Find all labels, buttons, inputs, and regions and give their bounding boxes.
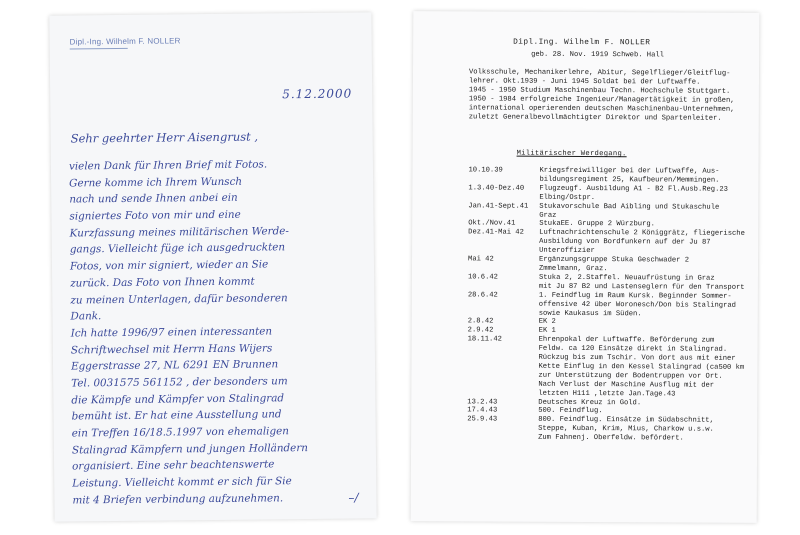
timeline-line: Ergänzungsgruppe Stuka Geschwader 2	[539, 255, 690, 265]
signature-mark: –/	[348, 490, 359, 505]
timeline-line: Graz	[539, 211, 557, 220]
timeline-date: Jan.41-Sept.41	[468, 202, 529, 211]
timeline-description	[538, 407, 602, 416]
timeline-line: offensive 42 über Woronesch/Don bis Stalingrad	[538, 300, 736, 310]
letter-line: Schriftwechsel mit Herrn Hans Wijers	[70, 341, 273, 357]
bio-line: lehrer. Okt.1939 - Juni 1945 Soldat bei der Luftwaffe.	[468, 77, 701, 87]
letter-line: zu meinen Unterlagen, dafür besonderen	[70, 291, 288, 306]
timeline-description	[539, 291, 736, 319]
letter-date: 5.12.2000	[282, 86, 353, 102]
timeline-description	[539, 318, 556, 327]
timeline-line: StukaEE. Gruppe 2 Würzburg.	[539, 220, 655, 229]
timeline-entry	[467, 416, 744, 444]
timeline-line: Kriegsfreiwilliger bei der Luftwaffe, Aus-	[539, 166, 720, 176]
timeline-line: Unteroffizier	[539, 246, 595, 256]
letter-line: Stalingrad Kämpfern und jungen Holländern	[71, 441, 309, 457]
timeline-date: Mai 42	[468, 255, 494, 264]
typed-resume-page	[411, 11, 760, 523]
military-timeline	[467, 166, 745, 444]
timeline-line: Ausbildung von Bordfunkern auf der Ju 87	[539, 238, 711, 247]
timeline-date: 2.8.42	[467, 317, 494, 326]
timeline-description	[539, 274, 745, 293]
timeline-date: 17.4.43	[467, 406, 498, 416]
timeline-entry	[468, 166, 745, 185]
timeline-description	[539, 185, 728, 204]
letter-line: nach und sende Ihnen anbei ein	[69, 192, 238, 206]
timeline-line: EK 1	[538, 327, 556, 336]
resume-birth: geb. 28. Nov. 1919 Schweb. Hall	[531, 50, 664, 60]
timeline-description	[538, 336, 744, 399]
letter-line: organisiert. Eine sehr beachtenswerte	[72, 458, 275, 473]
section-title: Militärischer Werdegang.	[516, 149, 627, 159]
timeline-line: Stuka 2, 2.Staffel. Neuaufrüstung in Graz	[538, 273, 715, 283]
timeline-description	[539, 167, 719, 186]
resume-name: Dipl.Ing. Wilhelm F. NOLLER	[513, 38, 651, 48]
bio-line: zuletzt Generalbevollmächtigter Direktor und Spartenleiter.	[468, 112, 722, 123]
letter-line: bemüht ist. Er hat eine Ausstellung und	[71, 408, 282, 423]
timeline-date: 28.6.42	[467, 291, 498, 300]
letter-line: Dank.	[70, 310, 102, 323]
timeline-line: Ehrenpokal der Luftwaffe. Beförderung zum	[538, 335, 715, 345]
letter-line: Fotos, von mir signiert, wieder an Sie	[69, 258, 269, 273]
letter-line: Ich hatte 1996/97 einen interessanten	[70, 325, 273, 340]
timeline-date: 10.6.42	[467, 273, 498, 282]
timeline-date: 1.3.40-Dez.40	[468, 184, 525, 193]
timeline-entry	[468, 184, 745, 203]
timeline-line: zur Unterstützung der Bodentruppen vor Ort.	[538, 371, 723, 381]
timeline-line: Stukavorschule Bad Aibling und Stukaschule	[539, 202, 720, 212]
letter-line: Gerne komme ich Ihrem Wunsch	[69, 175, 243, 190]
letter-line: mit 4 Briefen verbindung aufzunehmen.	[72, 492, 284, 507]
handwritten-letter-page	[49, 12, 376, 521]
timeline-date: Dez.41-Mai 42	[468, 228, 524, 238]
timeline-line: Deutsches Kreuz in Gold.	[538, 398, 642, 407]
letter-line: vielen Dank für Ihren Brief mit Fotos.	[68, 158, 268, 173]
timeline-date: 25.9.43	[467, 415, 498, 424]
timeline-description	[538, 416, 714, 444]
letter-line: zurück. Das Foto von Ihnen kommt	[70, 275, 255, 290]
letter-line: signiertes Foto von mir und eine	[69, 208, 241, 223]
timeline-line: Kette Einflug in den Kessel Stalingrad (ca500 km	[538, 362, 745, 372]
timeline-line: letzten H111 ,letzte Jan.Tage.43	[538, 389, 676, 399]
timeline-line: Feldw. ca 120 Einsätze direkt in Stalingrad.	[538, 344, 728, 354]
letter-line: gangs. Vielleicht füge ich ausgedruckten	[69, 241, 286, 256]
timeline-description	[539, 202, 719, 221]
timeline-date: 18.11.42	[467, 335, 502, 344]
timeline-line: bildungsregiment 25, Kaufbeuren/Memmingen.	[539, 175, 720, 185]
bio-line: Volksschule, Mechanikerlehre, Abitur, Segelflieger/Gleitflug-	[468, 68, 731, 78]
letter-line: die Kämpfe und Kämpfer von Stalingrad	[71, 391, 285, 407]
timeline-description	[539, 327, 556, 336]
timeline-date: 13.2.43	[467, 397, 498, 407]
letterhead: Dipl.-Ing. Wilhelm F. NOLLER	[69, 36, 181, 47]
timeline-line: 500. Feindflug.	[538, 407, 603, 416]
letter-line: Eggerstrasse 27, NL 6291 EN Brunnen	[70, 358, 279, 373]
timeline-entry	[467, 336, 744, 400]
timeline-line: Nach Verlust der Maschine Ausflug mit der	[538, 380, 715, 390]
timeline-entry	[468, 255, 745, 274]
letter-line: ein Treffen 16/18.5.1997 von ehemaligen	[71, 425, 290, 440]
letter-body	[69, 156, 309, 509]
letterhead-underline	[70, 48, 128, 50]
timeline-line: Rückzug bis zum Tschir. Von dort aus mit einer	[538, 353, 736, 363]
timeline-line: Zmmelmann, Graz.	[538, 264, 608, 274]
timeline-date: 10.10.39	[468, 166, 503, 175]
resume-bio	[469, 68, 735, 123]
timeline-description	[539, 256, 689, 275]
timeline-date: Okt./Nov.41	[468, 219, 516, 229]
timeline-line: 800. Feindflug. Einsätze im Südabschnitt,	[538, 416, 714, 426]
timeline-line: Steppe, Kuban, Krim, Mius, Charkow u.s.w.	[538, 425, 714, 434]
timeline-line: Elbing/Ostpr.	[539, 193, 596, 202]
bio-line: 1950 - 1984 erfolgreiche Ingenieur/Managertätigkeit in großen,	[468, 95, 735, 105]
bio-line: 1945 - 1950 Studium Maschinenbau Techn. Hochschule Stuttgart.	[468, 86, 731, 96]
letter-line: Kurzfassung meines militärischen Werde-	[69, 224, 289, 240]
letter-salutation: Sehr geehrter Herr Aisengrust ,	[70, 129, 259, 146]
timeline-line: 1. Feindflug im Raum Kursk. Beginnder Sommer-	[538, 291, 732, 301]
timeline-line: Luftnachrichtenschule 2 Königgrätz, fliegerische	[539, 229, 745, 239]
timeline-line: sowie Kaukasus im Süden.	[538, 309, 642, 318]
timeline-date: 2.9.42	[467, 326, 494, 335]
timeline-entry	[468, 273, 745, 292]
letter-line: Leistung. Vielleicht kommt er sich für Sie	[72, 475, 292, 490]
timeline-line: Flugzeugf. Ausbildung A1 - B2 Fl.Ausb.Reg.23	[539, 184, 728, 194]
timeline-line: EK 2	[538, 318, 556, 327]
timeline-line: Zum Fahnenj. Oberfeldw. befördert.	[538, 433, 684, 443]
timeline-entry	[468, 291, 745, 319]
timeline-entry	[468, 229, 745, 257]
timeline-description	[539, 229, 745, 257]
letter-line: Tel. 0031575 561152 , der besonders um	[71, 375, 288, 390]
timeline-entry	[468, 202, 745, 221]
bio-line: international operierenden deutschen Maschinenbau-Unternehmen,	[468, 104, 735, 114]
timeline-line: mit Ju 87 B2 und Lastenseglern für den Transport	[538, 282, 745, 292]
